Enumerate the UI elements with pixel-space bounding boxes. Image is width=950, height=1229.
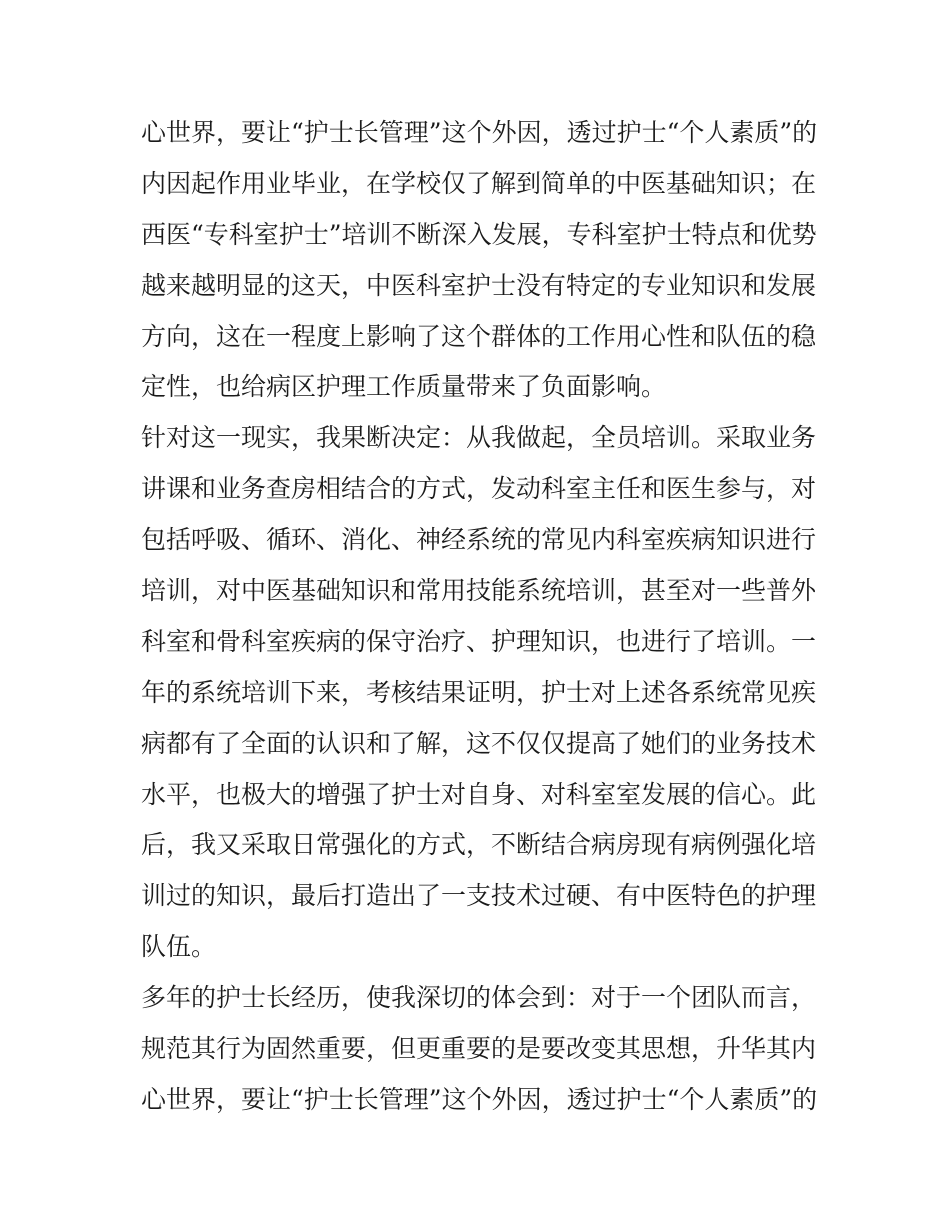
text-line: 年的系统培训下来，考核结果证明，护士对上述各系统常见疾: [141, 677, 817, 707]
text-line: 多年的护士长经历，使我深切的体会到：对于一个团队而言，: [141, 983, 817, 1013]
text-line: 训过的知识，最后打造出了一支技术过硬、有中医特色的护理: [141, 881, 817, 911]
text-line: 后，我又采取日常强化的方式，不断结合病房现有病例强化培: [141, 830, 817, 860]
text-line: 内因起作用业毕业，在学校仅了解到简单的中医基础知识；在: [141, 168, 817, 198]
text-line: 水平，也极大的增强了护士对自身、对科室室发展的信心。此: [141, 779, 817, 809]
text-line: 规范其行为固然重要，但更重要的是要改变其思想，升华其内: [141, 1034, 817, 1064]
text-line: 队伍。: [141, 932, 217, 962]
text-line: 包括呼吸、循环、消化、神经系统的常见内科室疾病知识进行: [141, 525, 817, 555]
text-line: 讲课和业务查房相结合的方式，发动科室主任和医生参与，对: [141, 474, 817, 504]
text-line: 病都有了全面的认识和了解，这不仅仅提高了她们的业务技术: [141, 728, 817, 758]
text-line: 越来越明显的这天，中医科室护士没有特定的专业知识和发展: [141, 270, 817, 300]
text-line: 心世界，要让“护士长管理”这个外因，透过护士“个人素质”的: [141, 118, 818, 147]
document-body: [141, 108, 821, 1126]
text-line: 培训，对中医基础知识和常用技能系统培训，甚至对一些普外: [141, 576, 817, 606]
text-line: 针对这一现实，我果断决定：从我做起，全员培训。采取业务: [141, 423, 817, 453]
text-line: 方向，这在一程度上影响了这个群体的工作用心性和队伍的稳: [141, 321, 817, 351]
text-line: 定性，也给病区护理工作质量带来了负面影响。: [141, 372, 667, 402]
text-line: 心世界，要让“护士长管理”这个外因，透过护士“个人素质”的: [141, 1084, 818, 1114]
text-line: 科室和骨科室疾病的保守治疗、护理知识，也进行了培训。一: [141, 626, 817, 656]
text-line: 西医“专科室护士”培训不断深入发展，专科室护士特点和优势: [141, 219, 817, 249]
